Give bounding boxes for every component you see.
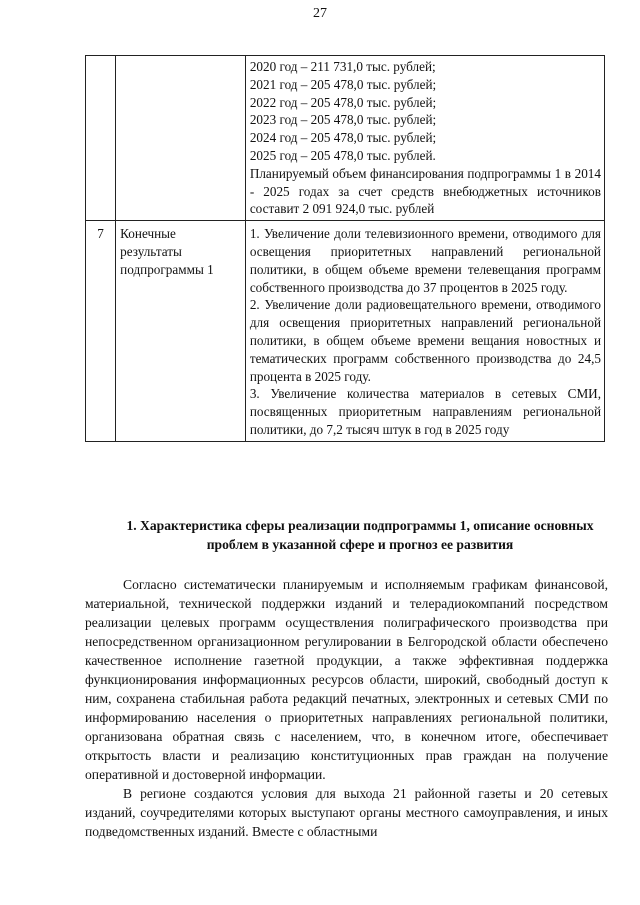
paragraph-2: В регионе создаются условия для выхода 21 районной газеты и 20 сетевых изданий, соучредителями которых выступают органы местного самоуправления, и иных подведомственных изданий. Вместе с областными [85, 786, 608, 839]
financing-line-2022: 2022 год – 205 478,0 тыс. рублей; [249, 94, 437, 110]
result-item-1: 1. Увеличение доли телевизионного времени, отводимого для освещения приоритетных направлений региональной политики, в общем объеме времени телевещания программ собственного производства до 37 процентов в 2025 году. [249, 226, 601, 295]
row-label-cell [116, 56, 246, 221]
financing-line-2021: 2021 год – 205 478,0 тыс. рублей; [249, 76, 437, 92]
paragraph-1: Согласно систематически планируемым и исполняемым графикам финансовой, материальной, технической поддержки изданий и телерадиокомпаний посредством реализации целевых программ осуществления полиграфического производства при непосредственном организационном регулировании в Белгородской области обеспечено качественное исполнение газетной продукции, а также эффективная поддержка функционирования информационных ресурсов области, широкий, свободный доступ к ним, сохранена стабильная работа редакций печатных, электронных и сетевых СМИ по информированию населения о приоритетных направлениях региональной политики, организована обратная связь с населением, что, в конечном итоге, обеспечивает открытость власти и реализацию конституционных прав граждан на получение оперативной и достоверной информации. [85, 577, 608, 782]
section-heading: 1. Характеристика сферы реализации подпрограммы 1, описание основных проблем в указанной сфере и прогноз ее развития [126, 518, 594, 552]
financing-cell [245, 56, 604, 221]
final-results-cell [245, 221, 604, 442]
financing-line-2025: 2025 год – 205 478,0 тыс. рублей. [249, 147, 436, 163]
financing-line-2024: 2024 год – 205 478,0 тыс. рублей; [249, 130, 437, 146]
row-number-cell: 7 [86, 221, 116, 442]
table-row [86, 56, 605, 221]
row-label-cell [116, 221, 246, 442]
result-item-2: 2. Увеличение доли радиовещательного времени, отводимого для освещения приоритетных направлений региональной политики, в общем объеме времени вещания новостных и тематических программ собственного производства до 24,5 процента в 2025 году. [249, 297, 601, 384]
row-number-cell [86, 56, 116, 221]
financing-line-2020: 2020 год – 211 731,0 тыс. рублей; [249, 59, 436, 74]
result-item-3: 3. Увеличение количества материалов в сетевых СМИ, посвященных приоритетным направлениям региональной политики, до 7,2 тысяч штук в год в 2025 году [249, 386, 601, 437]
body-text [85, 575, 608, 841]
page-number: 27 [313, 6, 327, 21]
table-row [86, 221, 605, 442]
financing-total-text: Планируемый объем финансирования подпрограммы 1 в 2014 - 2025 годах за счет средств внебюджетных источников составит 2 091 924,0 тыс. рублей [249, 165, 601, 217]
final-results-label: Конечные результаты подпрограммы 1 [120, 226, 214, 277]
passport-table [85, 55, 605, 442]
financing-line-2023: 2023 год – 205 478,0 тыс. рублей; [249, 112, 437, 128]
